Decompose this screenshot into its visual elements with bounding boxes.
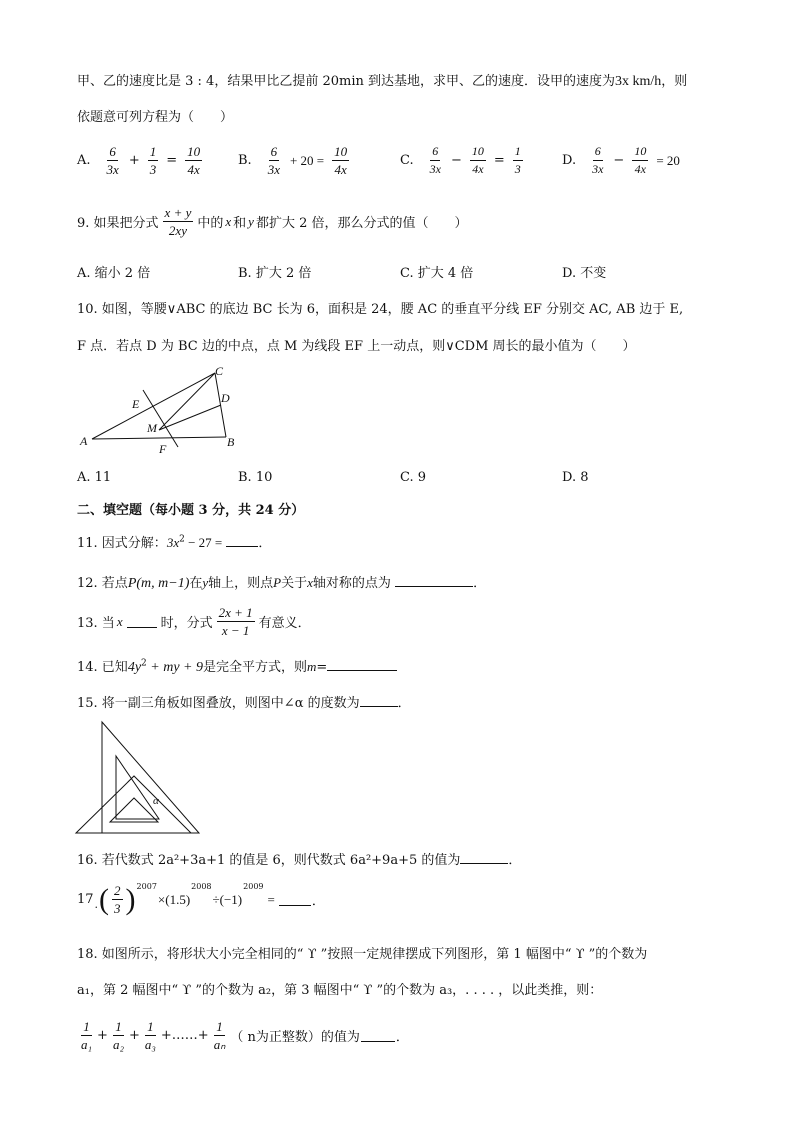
q10-triangle-figure xyxy=(75,360,245,460)
q17: 17 . ( $\frac{2}{3}$ ) $^{2007}$ ×(1.5) 2008 ÷(−1) 2009 = ． xyxy=(77,882,325,916)
segment-cm xyxy=(159,373,215,430)
q11: 11. 因式分解：$3x^2 - 27$ = ． xyxy=(77,534,272,551)
label-e: E xyxy=(132,397,140,411)
set-square-45-inner xyxy=(110,798,158,822)
q14-answer-blank[interactable] xyxy=(327,658,397,671)
q18-series: $\frac{1}{\text{a₁}}$ + $\frac{1}{\text{a₂}}$ + $\frac{1}{\text{a₃}}$ +……+ $\frac{1}{\text{aₙ}}$ （ n为正整数）的值为 ． xyxy=(81,1019,409,1052)
q18-line2: a₁，第 2 幅图中“ ϒ ”的个数为 a₂，第 3 幅图中“ ϒ ”的个数为 a₃，. . . . ，以此类推，则： xyxy=(77,983,603,998)
angle-alpha-label: α xyxy=(153,795,159,807)
q8-line1: 甲、乙的速度比是 3 : 4，结果甲比乙提前 20min 到达基地，求甲、乙的速度．设甲的速度为3x km/h，则 xyxy=(77,74,688,89)
label-m: M xyxy=(147,421,157,435)
q10-option-a[interactable]: A. 11 xyxy=(77,470,112,485)
q16: 16. 若代数式 2a²+3a+1 的值是 6，则代数式 6a²+9a+5 的值为 ． xyxy=(77,853,522,868)
q11-answer-blank[interactable] xyxy=(226,534,258,547)
q10-option-d[interactable]: D. 8 xyxy=(562,470,589,485)
q12-answer-blank[interactable] xyxy=(395,574,473,587)
label-b: B xyxy=(227,435,235,449)
label-f: F xyxy=(159,442,167,456)
q8-option-c[interactable]: C. $\frac{6}{3x}$ − $\frac{10}{4x}$ = $\frac{1}{3}$ xyxy=(400,144,521,176)
q8-option-a[interactable]: A. $\frac{6}{3x}$ + $\frac{1}{3}$ = $\frac{10}{4x}$ xyxy=(77,144,201,177)
q13: 13. 当 x 时，分式 $\frac{2x + 1}{x - 1}$ 有意义． xyxy=(77,605,311,638)
q15: 15. 将一副三角板如图叠放，则图中∠α 的度数为 ． xyxy=(77,696,411,711)
q9-stem: 9. 如果把分式 $\frac{x + y}{2xy}$ 中的 x 和 y 都扩大 2 倍，那么分式的值（ ） xyxy=(77,205,468,238)
q10-line2: F 点．若点 D 为 BC 边的中点，点 M 为线段 EF 上一动点，则∨CDM 周长的最小值为（ ） xyxy=(77,339,636,354)
q9-option-b[interactable]: B. 扩大 2 倍 xyxy=(238,266,312,281)
q10-option-c[interactable]: C. 9 xyxy=(400,470,427,485)
q8-option-d[interactable]: D. $\frac{6}{3x}$ − $\frac{10}{4x}$ = 20 xyxy=(562,144,680,176)
q15-set-squares-figure xyxy=(74,718,204,838)
side-ab xyxy=(92,437,226,439)
section-fill-in-title: 二、填空题（每小题 3 分，共 24 分） xyxy=(77,503,305,518)
q9-option-a[interactable]: A. 缩小 2 倍 xyxy=(77,266,151,281)
label-d: D xyxy=(221,391,230,405)
label-c: C xyxy=(215,364,224,378)
q15-answer-blank[interactable] xyxy=(360,694,398,707)
q12: 12. 若点P(m, m−1)在y轴上，则点P关于x轴对称的点为 ． xyxy=(77,575,487,591)
q9-option-c[interactable]: C. 扩大 4 倍 xyxy=(400,266,474,281)
q8-option-b[interactable]: B. $\frac{6}{3x}$ + 20 = $\frac{10}{4x}$ xyxy=(238,144,348,177)
set-square-30-60 xyxy=(102,722,199,833)
label-a: A xyxy=(80,434,88,448)
q14: 14. 已知$4y^2$ + my + 9是完全平方式，则m= xyxy=(77,656,397,676)
q10-line1: 10. 如图，等腰∨ABC 的底边 BC 长为 6，面积是 24，腰 AC 的垂直平分线 EF 分别交 AC, AB 边于 E, xyxy=(77,302,684,317)
q8-line2: 依题意可列方程为（ ） xyxy=(77,110,234,125)
q9-option-d[interactable]: D. 不变 xyxy=(562,266,607,281)
q18-answer-blank[interactable] xyxy=(361,1029,395,1042)
q10-option-b[interactable]: B. 10 xyxy=(238,470,273,485)
q16-answer-blank[interactable] xyxy=(460,851,508,864)
q17-answer-blank[interactable] xyxy=(279,893,311,906)
q18-line1: 18. 如图所示，将形状大小完全相同的“ ϒ ”按照一定规律摆成下列图形，第 1 幅图中“ ϒ ”的个数为 xyxy=(77,947,648,962)
segment-md xyxy=(159,405,221,430)
q13-answer-blank[interactable] xyxy=(127,615,157,628)
